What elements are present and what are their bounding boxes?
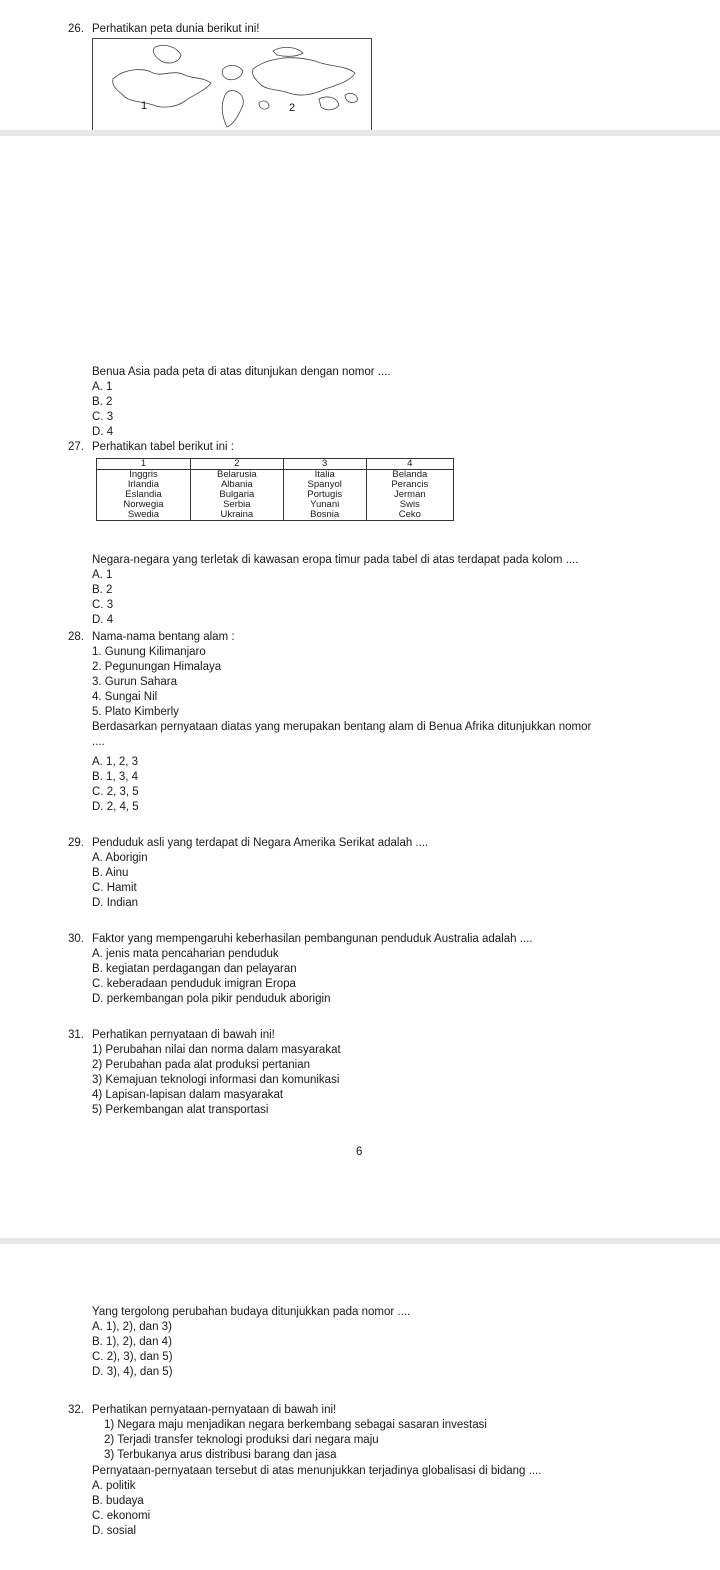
q31-option-d[interactable]: D. 3), 4), dan 5) <box>92 1366 173 1378</box>
q27-number: 27. <box>68 441 84 453</box>
q27-option-b[interactable]: B. 2 <box>92 584 113 596</box>
table-cell: Swedia <box>97 510 191 521</box>
q32-question: Pernyataan-pernyataan tersebut di atas menunjukkan terjadinya globalisasi di bidang .... <box>92 1465 542 1477</box>
q32-option-b[interactable]: B. budaya <box>92 1495 144 1507</box>
q26-stem: Perhatikan peta dunia berikut ini! <box>92 23 260 35</box>
q28-stem: Nama-nama bentang alam : <box>92 631 235 643</box>
q31-option-a[interactable]: A. 1), 2), dan 3) <box>92 1321 172 1333</box>
q31-option-b[interactable]: B. 1), 2), dan 4) <box>92 1336 172 1348</box>
table-cell: Yunani <box>283 500 366 510</box>
table-header: 1 <box>97 459 191 470</box>
table-cell: Belarusia <box>190 470 283 481</box>
q30-option-c[interactable]: C. keberadaan penduduk imigran Eropa <box>92 978 296 990</box>
table-header: 3 <box>283 459 366 470</box>
q30-option-d[interactable]: D. perkembangan pola pikir penduduk aborigin <box>92 993 331 1005</box>
q29-stem: Penduduk asli yang terdapat di Negara Amerika Serikat adalah .... <box>92 837 429 849</box>
table-cell: Jerman <box>366 490 453 500</box>
q31-stem: Perhatikan pernyataan di bawah ini! <box>92 1029 275 1041</box>
q26-question: Benua Asia pada peta di atas ditunjukan dengan nomor .... <box>92 366 391 378</box>
q31-item: 5) Perkembangan alat transportasi <box>92 1104 269 1116</box>
q28-option-b[interactable]: B. 1, 3, 4 <box>92 771 139 783</box>
q31-item: 1) Perubahan nilai dan norma dalam masyarakat <box>92 1044 341 1056</box>
q28-item: 1. Gunung Kilimanjaro <box>92 646 206 658</box>
q30-option-a[interactable]: A. jenis mata pencaharian penduduk <box>92 948 279 960</box>
table-cell: Irlandia <box>97 480 191 490</box>
q31-number: 31. <box>68 1029 84 1041</box>
table-cell: Spanyol <box>283 480 366 490</box>
q26-option-b[interactable]: B. 2 <box>92 396 113 408</box>
table-header: 4 <box>366 459 453 470</box>
map-label-2: 2 <box>289 102 296 114</box>
q29-option-d[interactable]: D. Indian <box>92 897 139 909</box>
q30-stem: Faktor yang mempengaruhi keberhasilan pembangunan penduduk Australia adalah .... <box>92 933 533 945</box>
q32-number: 32. <box>68 1404 84 1416</box>
q28-question: Berdasarkan pernyataan diatas yang merupakan bentang alam di Benua Afrika ditunjukkan nomor <box>92 721 592 733</box>
q28-number: 28. <box>68 631 84 643</box>
q28-option-a[interactable]: A. 1, 2, 3 <box>92 756 139 768</box>
q26-option-d[interactable]: D. 4 <box>92 426 114 438</box>
q32-option-d[interactable]: D. sosial <box>92 1525 137 1537</box>
table-cell: Swis <box>366 500 453 510</box>
q28-item: 5. Plato Kimberly <box>92 706 179 718</box>
q29-option-a[interactable]: A. Aborigin <box>92 852 148 864</box>
page-break-1 <box>0 130 720 136</box>
table-cell: Ukraina <box>190 510 283 521</box>
q32-stem: Perhatikan pernyataan-pernyataan di bawah ini! <box>92 1404 337 1416</box>
map-label-1: 1 <box>141 100 148 112</box>
page-number: 6 <box>356 1146 363 1158</box>
q31-item: 3) Kemajuan teknologi informasi dan komunikasi <box>92 1074 340 1086</box>
page-break-2 <box>0 1238 720 1244</box>
table-cell: Inggris <box>97 470 191 481</box>
table-cell: Albania <box>190 480 283 490</box>
q27-option-c[interactable]: C. 3 <box>92 599 114 611</box>
table-header: 2 <box>190 459 283 470</box>
q28-item: 3. Gurun Sahara <box>92 676 178 688</box>
q32-item: 1) Negara maju menjadikan negara berkembang sebagai sasaran investasi <box>104 1419 487 1431</box>
table-cell: Italia <box>283 470 366 481</box>
country-table <box>96 458 454 521</box>
table-cell: Eslandia <box>97 490 191 500</box>
q31-item: 4) Lapisan-lapisan dalam masyarakat <box>92 1089 284 1101</box>
q28-option-d[interactable]: D. 2, 4, 5 <box>92 801 139 813</box>
q31-option-c[interactable]: C. 2), 3), dan 5) <box>92 1351 173 1363</box>
world-map-drawing <box>93 39 371 131</box>
q32-item: 2) Terjadi transfer teknologi produksi dari negara maju <box>104 1434 379 1446</box>
table-cell: Perancis <box>366 480 453 490</box>
q31-question: Yang tergolong perubahan budaya ditunjukkan pada nomor .... <box>92 1306 411 1318</box>
table-cell: Serbia <box>190 500 283 510</box>
q32-item: 3) Terbukanya arus distribusi barang dan jasa <box>104 1449 337 1461</box>
table-cell: Ceko <box>366 510 453 521</box>
q32-option-a[interactable]: A. politik <box>92 1480 136 1492</box>
q28-item: 4. Sungai Nil <box>92 691 158 703</box>
q29-option-c[interactable]: C. Hamit <box>92 882 137 894</box>
q27-stem: Perhatikan tabel berikut ini : <box>92 441 234 453</box>
q30-option-b[interactable]: B. kegiatan perdagangan dan pelayaran <box>92 963 297 975</box>
q28-question-cont: .... <box>92 736 105 748</box>
world-map <box>92 38 372 131</box>
q32-option-c[interactable]: C. ekonomi <box>92 1510 151 1522</box>
q26-option-a[interactable]: A. 1 <box>92 381 113 393</box>
table-cell: Bulgaria <box>190 490 283 500</box>
q27-question: Negara-negara yang terletak di kawasan eropa timur pada tabel di atas terdapat pada kolom .... <box>92 554 579 566</box>
q28-item: 2. Pegunungan Himalaya <box>92 661 222 673</box>
q30-number: 30. <box>68 933 84 945</box>
table-cell: Belanda <box>366 470 453 481</box>
q29-number: 29. <box>68 837 84 849</box>
q28-option-c[interactable]: C. 2, 3, 5 <box>92 786 139 798</box>
q26-number: 26. <box>68 23 84 35</box>
table-cell: Portugis <box>283 490 366 500</box>
q31-item: 2) Perubahan pada alat produksi pertanian <box>92 1059 311 1071</box>
q29-option-b[interactable]: B. Ainu <box>92 867 129 879</box>
q27-option-a[interactable]: A. 1 <box>92 569 113 581</box>
table-cell: Norwegia <box>97 500 191 510</box>
q26-option-c[interactable]: C. 3 <box>92 411 114 423</box>
q27-option-d[interactable]: D. 4 <box>92 614 114 626</box>
table-cell: Bosnia <box>283 510 366 521</box>
